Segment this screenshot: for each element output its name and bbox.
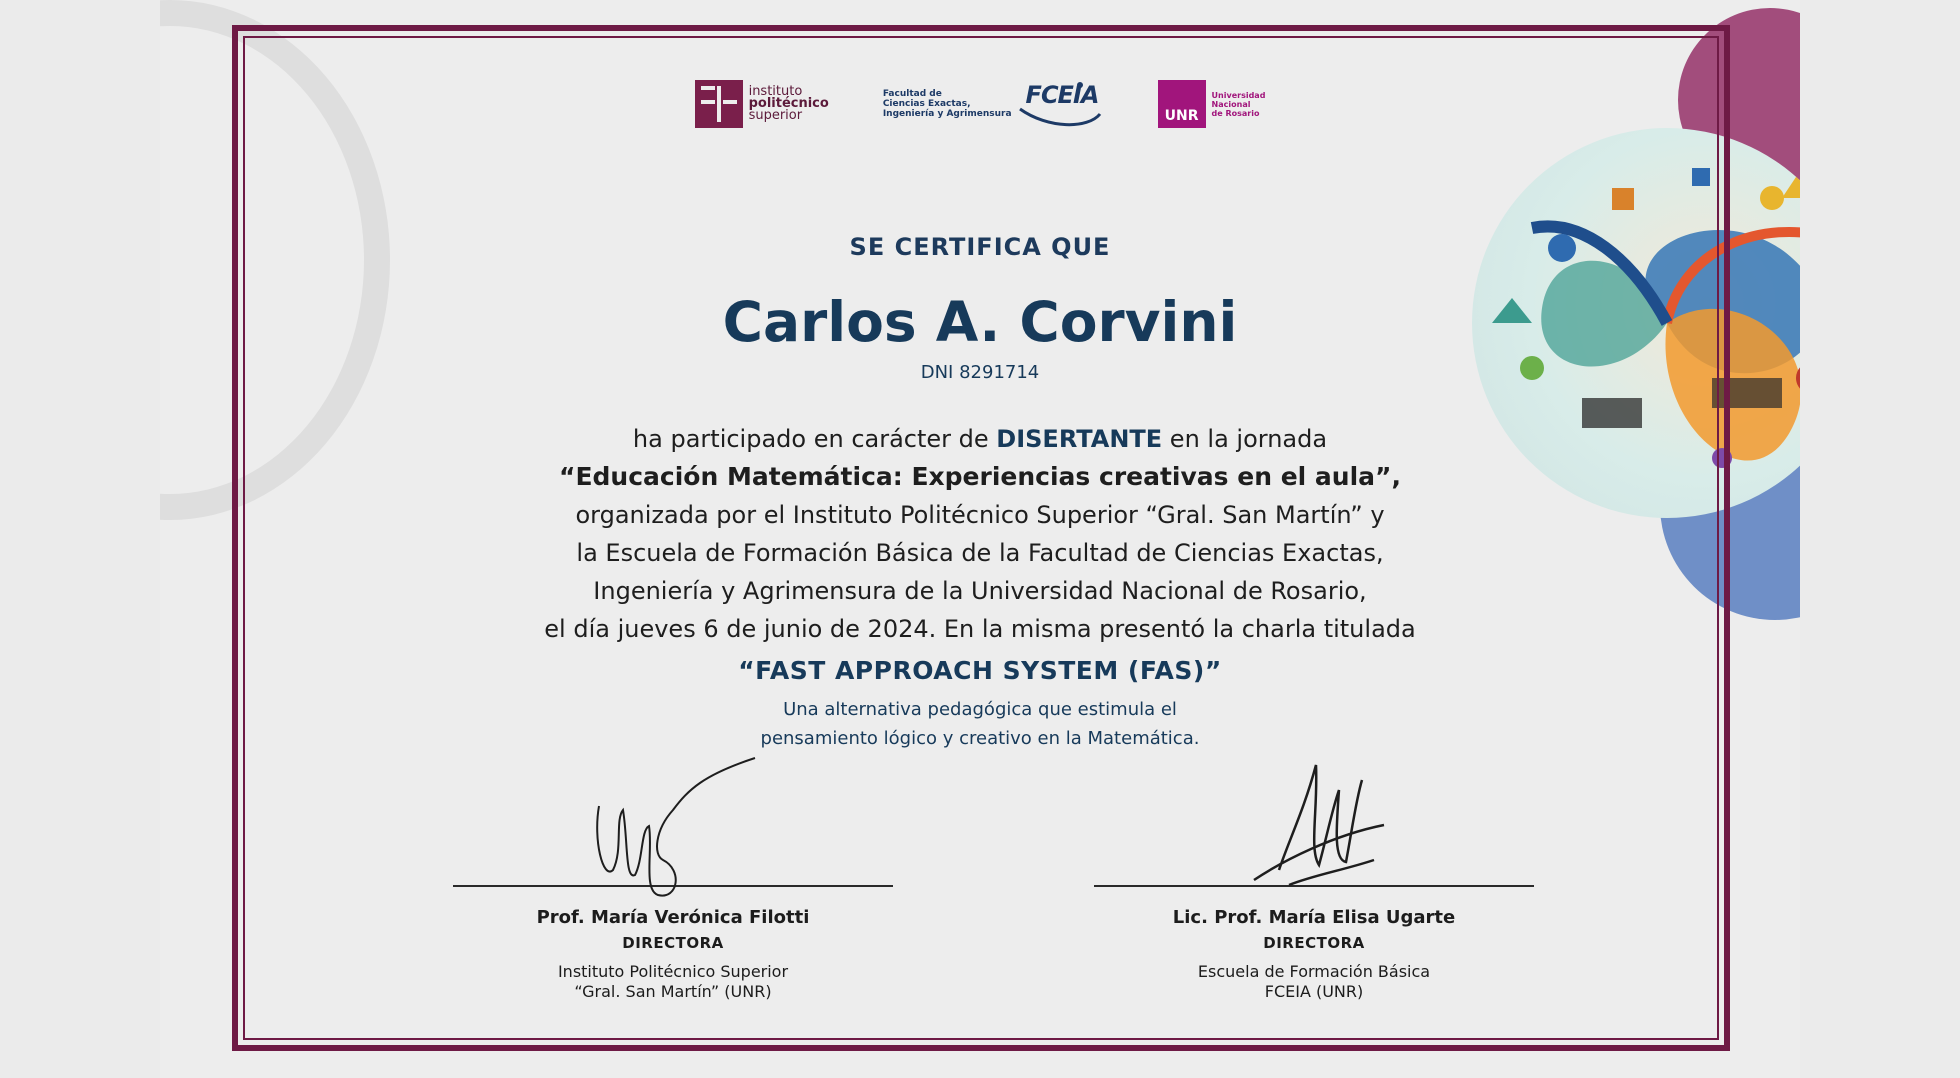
body-line-3: organizada por el Instituto Politécnico Superior “Gral. San Martín” y [575,501,1385,529]
body-line-1-post: en la jornada [1162,425,1328,453]
signatory-institution-left-line-1: Instituto Politécnico Superior [557,962,789,981]
signatory-institution-right-line-1: Escuela de Formación Básica [1197,962,1431,981]
handwritten-signature-icon [453,750,893,910]
signature-block-right [1094,750,1534,1002]
body-line-6: el día jueves 6 de junio de 2024. En la misma presentó la charla titulada [544,615,1416,643]
logo-unr [1158,80,1266,128]
unr-logo-mark: UNR [1158,80,1206,128]
certificate-body [0,420,1960,648]
signatory-institution-left-line-2: “Gral. San Martín” (UNR) [574,982,772,1001]
signature-image-right [1094,750,1534,885]
fceia-logo-word: FCEIA [1025,81,1099,109]
talk-subtitle-line-2: pensamiento lógico y creativo en la Matemática. [760,728,1200,749]
logo-instituto-politecnico [695,80,829,128]
fceia-logo-line1: Facultad de [882,89,942,99]
talk-title: “FAST APPROACH SYSTEM (FAS)” [738,656,1222,685]
recipient-dni: DNI 8291714 [920,362,1040,383]
fceia-logo-line3: Ingeniería y Agrimensura [882,109,1012,119]
signatory-name-left: Prof. María Verónica Filotti [536,907,810,928]
recipient-name: Carlos A. Corvini [722,290,1238,354]
talk-subtitle [0,695,1960,753]
signatory-institution-left [453,962,893,1002]
handwritten-signature-icon [1094,750,1534,910]
body-line-4: la Escuela de Formación Básica de la Facultad de Ciencias Exactas, [576,539,1384,567]
event-title: “Educación Matemática: Experiencias creativas en el aula”, [559,462,1401,491]
unr-logo-line2: Nacional [1211,99,1251,109]
signatory-role-right: DIRECTORA [1263,934,1365,952]
unr-logo-line3: de Rosario [1211,108,1260,118]
ips-logo-line3: superior [748,108,803,123]
certificate-label: SE CERTIFICA QUE [849,233,1111,261]
participant-role: DISERTANTE [996,425,1163,453]
signature-block-left [453,750,893,1002]
ips-logo-line1: instituto [748,84,803,99]
logo-fceia [883,79,1104,129]
signatory-institution-right-line-2: FCEIA (UNR) [1264,982,1364,1001]
logo-bar [0,76,1960,132]
talk-subtitle-line-1: Una alternativa pedagógica que estimula el [783,699,1177,720]
signatory-institution-right [1094,962,1534,1002]
signatory-name-right: Lic. Prof. María Elisa Ugarte [1172,907,1456,928]
body-line-5: Ingeniería y Agrimensura de la Universidad Nacional de Rosario, [593,577,1367,605]
unr-logo-line1: Universidad [1211,90,1266,100]
signature-image-left [453,750,893,885]
body-line-1 [0,420,1960,458]
signatory-role-left: DIRECTORA [622,934,724,952]
fceia-logo-line2: Ciencias Exactas, [882,99,971,109]
body-line-1-pre: ha participado en carácter de [632,425,997,453]
ips-logo-line2: politécnico [748,96,829,111]
ips-logo-icon [695,80,743,128]
